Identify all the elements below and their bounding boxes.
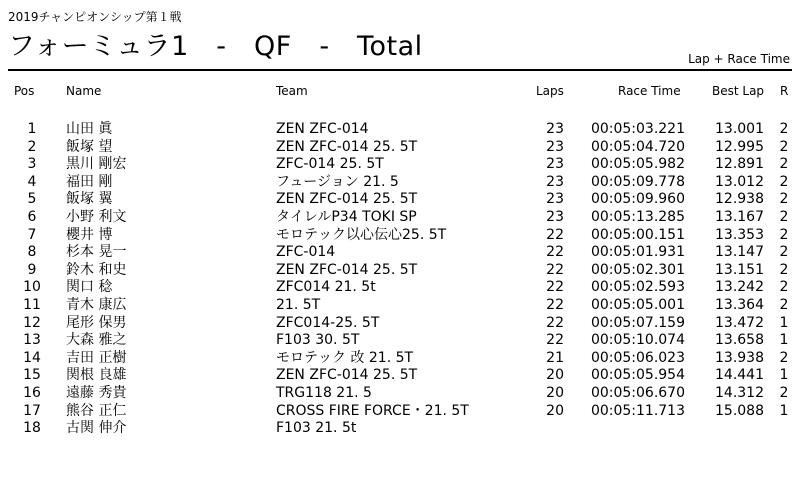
row-r: 2: [779, 208, 789, 225]
row-laps: 22: [546, 296, 564, 313]
row-pos: 14: [23, 349, 41, 366]
results-subtitle: Lap + Race Time: [688, 52, 790, 66]
row-team: ZEN ZFC-014 25. 5T: [276, 367, 418, 384]
table-row: [0, 227, 800, 245]
row-race-time: 00:05:07.159: [590, 314, 685, 331]
row-best-lap: 13.012: [715, 173, 764, 190]
row-race-time: 00:05:00.151: [590, 226, 685, 243]
row-best-lap: 14.312: [715, 384, 764, 401]
row-team: フュージョン 21. 5: [276, 173, 399, 190]
row-laps: 22: [546, 332, 564, 349]
row-team: F103 30. 5T: [276, 332, 360, 349]
row-team: モロテック以心伝心25. 5T: [276, 226, 447, 243]
row-name: 杉本 晃一: [66, 244, 127, 261]
header-team: Team: [276, 84, 308, 98]
table-row: [0, 244, 800, 262]
row-r: 2: [779, 296, 789, 313]
table-row: [0, 403, 800, 421]
row-team: F103 21. 5t: [276, 420, 357, 437]
table-row: [0, 420, 800, 438]
row-r: 2: [779, 279, 789, 296]
row-laps: 23: [546, 191, 564, 208]
row-pos: 15: [23, 367, 41, 384]
page-title: フォーミュラ1 - QF - Total: [8, 31, 423, 62]
row-best-lap: 13.472: [715, 314, 764, 331]
row-best-lap: 13.242: [715, 279, 764, 296]
table-row: [0, 279, 800, 297]
row-best-lap: 12.891: [715, 156, 764, 173]
row-r: 1: [779, 402, 789, 419]
table-row: [0, 174, 800, 192]
row-team: ZFC-014 25. 5T: [276, 156, 384, 173]
row-race-time: 00:05:09.960: [590, 191, 685, 208]
row-team: ZFC-014: [276, 244, 336, 261]
row-pos: 5: [27, 191, 37, 208]
row-name: 櫻井 博: [66, 226, 113, 243]
row-name: 関口 稔: [66, 279, 113, 296]
row-laps: 22: [546, 244, 564, 261]
header-laps: Laps: [536, 84, 564, 98]
row-name: 飯塚 翼: [66, 191, 113, 208]
row-pos: 12: [23, 314, 41, 331]
row-team: ZFC014-25. 5T: [276, 314, 380, 331]
row-race-time: 00:05:06.670: [590, 384, 685, 401]
row-pos: 2: [27, 138, 37, 155]
row-race-time: 00:05:10.074: [590, 332, 685, 349]
row-laps: 22: [546, 279, 564, 296]
table-row: [0, 262, 800, 280]
row-race-time: 00:05:11.713: [590, 402, 685, 419]
row-pos: 9: [27, 261, 37, 278]
row-best-lap: 13.353: [715, 226, 764, 243]
row-team: CROSS FIRE FORCE・21. 5T: [276, 402, 469, 419]
results-table: [0, 121, 800, 438]
row-name: 古関 伸介: [66, 420, 127, 437]
table-row: [0, 209, 800, 227]
row-pos: 17: [23, 402, 41, 419]
row-laps: 23: [546, 208, 564, 225]
row-laps: 20: [546, 367, 564, 384]
row-laps: 23: [546, 138, 564, 155]
row-best-lap: 13.147: [715, 244, 764, 261]
table-row: [0, 367, 800, 385]
row-name: 黒川 剛宏: [66, 156, 127, 173]
row-team: ZEN ZFC-014 25. 5T: [276, 261, 418, 278]
table-row: [0, 191, 800, 209]
row-best-lap: 13.364: [715, 296, 764, 313]
row-pos: 10: [23, 279, 41, 296]
row-best-lap: 13.938: [715, 349, 764, 366]
table-row: [0, 385, 800, 403]
row-laps: 22: [546, 261, 564, 278]
row-pos: 3: [27, 156, 37, 173]
row-race-time: 00:05:05.954: [590, 367, 685, 384]
row-name: 遠藤 秀貴: [66, 384, 127, 401]
table-row: [0, 121, 800, 139]
table-row: [0, 156, 800, 174]
row-name: 吉田 正樹: [66, 349, 127, 366]
row-laps: 23: [546, 173, 564, 190]
header-pos: Pos: [14, 84, 35, 98]
row-laps: 23: [546, 156, 564, 173]
row-pos: 4: [27, 173, 37, 190]
row-team: タイレルP34 TOKI SP: [276, 208, 417, 225]
row-laps: 22: [546, 314, 564, 331]
row-best-lap: 12.995: [715, 138, 764, 155]
row-pos: 16: [23, 384, 41, 401]
row-pos: 18: [23, 420, 41, 437]
table-row: [0, 315, 800, 333]
row-name: 飯塚 望: [66, 138, 113, 155]
row-race-time: 00:05:03.221: [590, 121, 685, 137]
row-race-time: 00:05:05.982: [590, 156, 685, 173]
table-row: [0, 139, 800, 157]
row-r: 1: [779, 367, 789, 384]
table-row: [0, 332, 800, 350]
row-r: 2: [779, 191, 789, 208]
row-laps: 22: [546, 226, 564, 243]
row-name: 熊谷 正仁: [66, 402, 127, 419]
row-r: 2: [779, 244, 789, 261]
row-team: モロテック 改 21. 5T: [276, 349, 414, 366]
row-best-lap: 14.441: [715, 367, 764, 384]
row-best-lap: 12.938: [715, 191, 764, 208]
row-r: 2: [779, 121, 789, 137]
row-r: 2: [779, 138, 789, 155]
row-best-lap: 13.658: [715, 332, 764, 349]
row-pos: 13: [23, 332, 41, 349]
row-r: 2: [779, 156, 789, 173]
row-laps: 23: [546, 121, 564, 137]
row-pos: 8: [27, 244, 37, 261]
row-race-time: 00:05:01.931: [590, 244, 685, 261]
row-r: 2: [779, 261, 789, 278]
row-best-lap: 13.151: [715, 261, 764, 278]
event-name: 2019チャンピオンシップ第１戦: [8, 10, 182, 24]
header-race-time: Race Time: [618, 84, 681, 98]
table-row: [0, 350, 800, 368]
row-r: 2: [779, 349, 789, 366]
row-name: 山田 眞: [66, 121, 113, 137]
row-name: 関根 良雄: [66, 367, 127, 384]
row-race-time: 00:05:13.285: [590, 208, 685, 225]
row-team: 21. 5T: [276, 296, 321, 313]
row-name: 大森 雅之: [66, 332, 127, 349]
header-name: Name: [66, 84, 102, 98]
row-name: 青木 康広: [66, 296, 127, 313]
row-pos: 1: [27, 121, 37, 137]
row-r: 2: [779, 384, 789, 401]
row-race-time: 00:05:05.001: [590, 296, 685, 313]
row-best-lap: 13.001: [715, 121, 764, 137]
row-team: ZEN ZFC-014 25. 5T: [276, 138, 418, 155]
row-r: 1: [779, 314, 789, 331]
header-best-lap: Best Lap: [712, 84, 765, 98]
row-laps: 21: [546, 349, 564, 366]
header-r: R: [780, 84, 789, 98]
row-name: 鈴木 和史: [66, 261, 127, 278]
row-team: ZEN ZFC-014 25. 5T: [276, 191, 418, 208]
table-row: [0, 297, 800, 315]
row-race-time: 00:05:02.301: [590, 261, 685, 278]
row-laps: 20: [546, 384, 564, 401]
row-r: 2: [779, 226, 789, 243]
row-race-time: 00:05:02.593: [590, 279, 685, 296]
row-best-lap: 15.088: [715, 402, 764, 419]
row-laps: 20: [546, 402, 564, 419]
row-team: ZEN ZFC-014: [276, 121, 369, 137]
row-pos: 7: [27, 226, 37, 243]
row-name: 小野 利文: [66, 208, 127, 225]
row-name: 尾形 保男: [66, 314, 127, 331]
row-race-time: 00:05:04.720: [590, 138, 685, 155]
row-best-lap: 13.167: [715, 208, 764, 225]
row-pos: 11: [23, 296, 41, 313]
row-r: 1: [779, 332, 789, 349]
row-name: 福田 剛: [66, 173, 113, 190]
row-team: ZFC014 21. 5t: [276, 279, 376, 296]
row-race-time: 00:05:06.023: [590, 349, 685, 366]
row-team: TRG118 21. 5: [276, 384, 372, 401]
row-pos: 6: [27, 208, 37, 225]
row-race-time: 00:05:09.778: [590, 173, 685, 190]
row-r: 2: [779, 173, 789, 190]
header-divider: [8, 69, 792, 71]
